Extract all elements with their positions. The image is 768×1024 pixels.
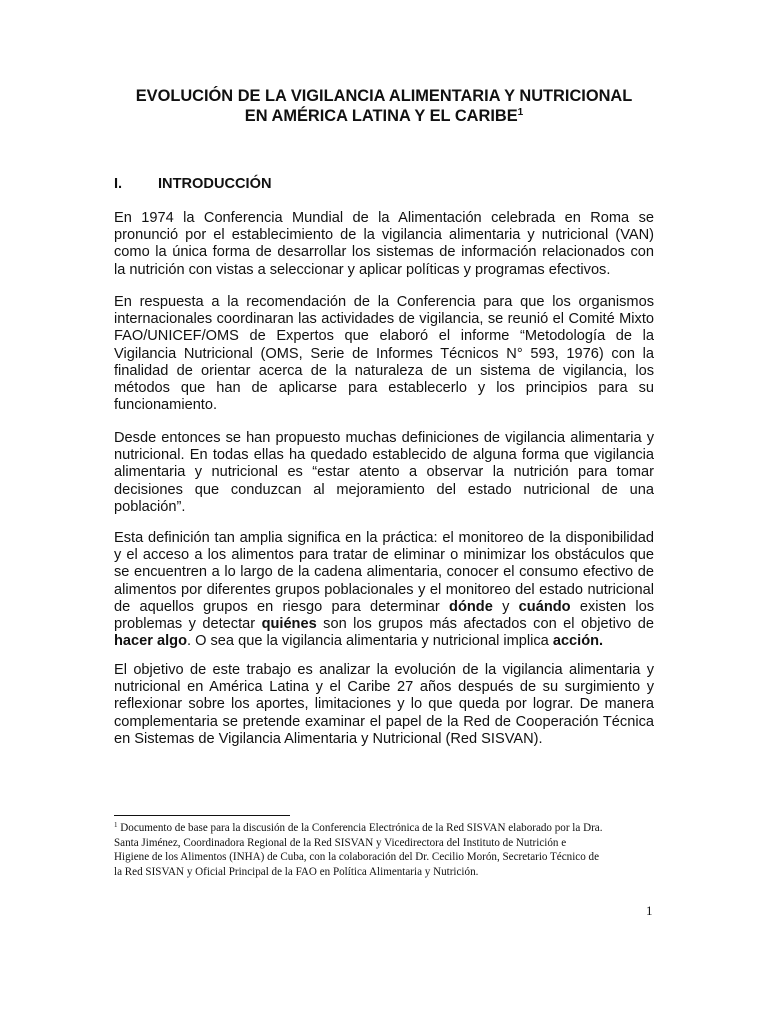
text-line: pronunció por el establecimiento de la vigilancia alimentaria y nutricional (VAN) — [114, 227, 654, 244]
text-line: población”. — [114, 498, 186, 515]
text-line: decisiones que conduzcan al mejoramiento del estado nutricional de una — [114, 481, 654, 498]
footnote — [114, 821, 659, 879]
text-line: la nutrición con vistas a seleccionar y aplicar políticas y programas efectivos. — [114, 261, 611, 278]
section-number: I. — [114, 176, 123, 192]
page-number: 1 — [646, 903, 653, 918]
text-line: nutricional en América Latina y el Caribe 27 años después de su surgimiento y — [114, 679, 654, 696]
emphasis-quienes: quiénes — [261, 616, 317, 633]
emphasis-cuando: cuándo — [518, 598, 571, 615]
footnote-line: la Red SISVAN y Oficial Principal de la FAO en Política Alimentaria y Nutrición. — [114, 865, 479, 878]
text-run: y — [492, 598, 519, 615]
paragraph-5 — [114, 662, 654, 748]
text-line — [114, 599, 654, 616]
emphasis-hacer-algo: hacer algo — [114, 633, 187, 650]
document-title — [0, 86, 768, 126]
title-line-2-text: EN AMÉRICA LATINA Y EL CARIBE — [244, 107, 518, 125]
section-heading-text: INTRODUCCIÓN — [158, 176, 272, 192]
text-line — [114, 633, 654, 650]
emphasis-donde: dónde — [449, 598, 493, 615]
text-line: En respuesta a la recomendación de la Conferencia para que los organismos — [114, 294, 654, 310]
footnote-line: Higiene de los Alimentos (INHA) de Cuba, con la colaboración del Dr. Cecilio Morón, Secretario Técnico de — [114, 851, 600, 864]
text-line: alimentaria y nutricional es “estar atento a observar la nutrición para tomar — [114, 464, 654, 481]
title-line-2 — [0, 106, 768, 126]
text-run: . O sea que la vigilancia alimentaria y nutricional implica — [187, 633, 553, 650]
title-footnote-ref[interactable]: 1 — [517, 107, 524, 118]
text-line: El objetivo de este trabajo es analizar la evolución de la vigilancia alimentaria y — [114, 662, 654, 678]
footnote-text: Documento de base para la discusión de la Conferencia Electrónica de la Red SISVAN elaborado por la Dra. — [117, 822, 603, 834]
text-line: en Sistemas de Vigilancia Alimentaria y Nutricional (Red SISVAN). — [114, 730, 543, 747]
text-line: Esta definición tan amplia significa en la práctica: el monitoreo de la disponibilidad — [114, 530, 654, 546]
title-line-1: EVOLUCIÓN DE LA VIGILANCIA ALIMENTARIA Y NUTRICIONAL — [135, 87, 633, 105]
footnote-line: Santa Jiménez, Coordinadora Regional de la Red SISVAN y Vicedirectora del Instituto de Nutrición e — [114, 836, 567, 849]
footnote-line — [114, 821, 659, 836]
text-line: funcionamiento. — [114, 397, 218, 414]
paragraph-4 — [114, 530, 654, 650]
text-line: Vigilancia Nutricional (OMS, Serie de Informes Técnicos N° 593, 1976) con la — [114, 345, 654, 362]
footnote-marker: 1 — [114, 821, 118, 829]
text-run: problemas y detectar — [114, 616, 262, 633]
text-line: como la única forma de desarrollar los sistemas de información relacionados con — [114, 244, 654, 261]
text-line: se encuentren a lo largo de la cadena alimentaria, conocer el consumo efectivo de — [114, 564, 654, 581]
text-line: métodos que han de aplicarse para establecerlo y los principios para su — [114, 380, 654, 397]
paragraph-1 — [114, 210, 654, 279]
text-run: de aquellos grupos en riesgo para determinar — [114, 598, 450, 615]
paragraph-3 — [114, 430, 654, 516]
text-run: existen los — [570, 598, 654, 615]
paragraph-2 — [114, 294, 654, 414]
text-run: son los grupos más afectados con el objetivo de — [316, 616, 654, 633]
text-line: En 1974 la Conferencia Mundial de la Alimentación celebrada en Roma se — [114, 210, 654, 226]
emphasis-accion: acción. — [552, 633, 604, 650]
text-line: reflexionar sobre los aportes, limitaciones y lo que queda por lograr. De manera — [114, 696, 654, 713]
text-line: finalidad de orientar acerca de la naturaleza de un sistema de vigilancia, los — [114, 362, 654, 379]
text-line — [114, 616, 654, 633]
text-line: internacionales coordinaran las actividades de vigilancia, se reunió el Comité Mixto — [114, 311, 654, 328]
text-line: Desde entonces se han propuesto muchas definiciones de vigilancia alimentaria y — [114, 430, 654, 446]
text-line: alimentos por diferentes grupos poblacionales y el monitoreo del estado nutricional — [114, 581, 654, 598]
section-heading — [114, 175, 272, 193]
footnote-separator — [114, 815, 290, 816]
text-line: FAO/UNICEF/OMS de Expertos que elaboró el informe “Metodología de la — [114, 328, 654, 345]
text-line: y el acceso a los alimentos para tratar de eliminar o minimizar los obstáculos que — [114, 547, 654, 564]
text-line: nutricional. En todas ellas ha quedado establecido de alguna forma que vigilancia — [114, 447, 654, 464]
text-line: complementaria se pretende examinar el papel de la Red de Cooperación Técnica — [114, 713, 654, 730]
